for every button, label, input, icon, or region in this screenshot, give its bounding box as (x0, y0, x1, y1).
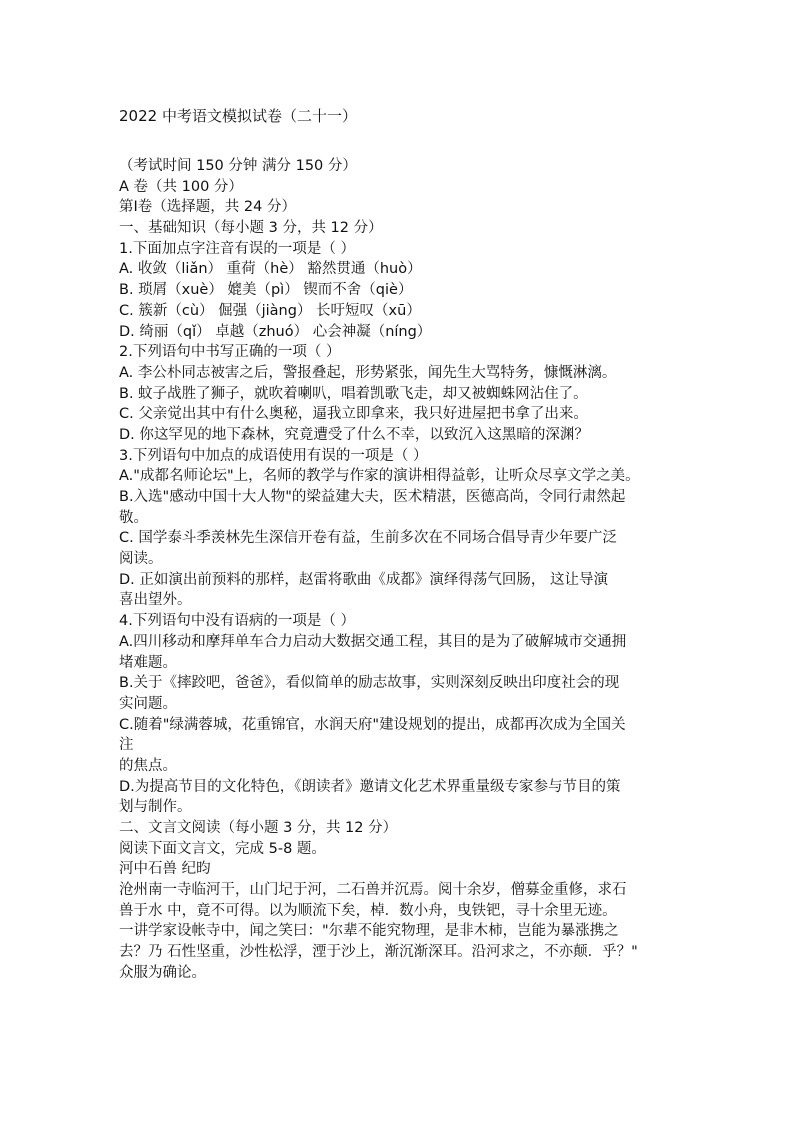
text-line: 的焦点。 (119, 757, 177, 774)
text-line: 沧州南一寺临河干，山门圮于河，二石兽并沉焉。阅十余岁，僧募金重修，求石 (119, 882, 627, 899)
exam-title: 2022 中考语文模拟试卷（二十一） (119, 107, 357, 125)
text-line: 阅读下面文言文，完成 5-8 题。 (119, 840, 326, 857)
text-line: B.入选"感动中国十大人物"的梁益建大夫，医术精湛，医德高尚，令同行肃然起 (119, 489, 626, 505)
text-line: 阅读。 (119, 551, 163, 568)
text-line: C. 簇新（cù） 倔强（jiàng） 长吁短叹（xū） (119, 302, 421, 319)
text-line: 实问题。 (119, 695, 177, 712)
exam-body (119, 156, 691, 984)
text-line: B. 蚊子战胜了狮子，就吹着喇叭，唱着凯歌飞走，却又被蜘蛛网沾住了。 (119, 385, 588, 402)
text-line: 众服为确论。 (119, 964, 206, 981)
text-line: C. 国学泰斗季羡林先生深信开卷有益，生前多次在不同场合倡导青少年要广泛 (119, 530, 617, 547)
text-line: 一、基础知识（每小题 3 分，共 12 分） (119, 220, 383, 237)
text-line: 堵难题。 (119, 654, 177, 671)
text-line: 注 (119, 737, 134, 754)
text-line: D. 正如演出前预料的那样，赵雷将歌曲《成都》演绎得荡气回肠， 这让导演 (119, 571, 608, 588)
text-line: 4.下列语句中没有语病的一项是（ ） (119, 613, 355, 630)
text-line: A."成都名师论坛"上，名师的教学与作家的演讲相得益彰，让听众尽享文学之美。 (119, 468, 640, 485)
text-line: 敬。 (119, 509, 148, 526)
text-line: 河中石兽 纪昀 (119, 861, 211, 878)
text-line: 1.下面加点字注音有误的一项是（ ） (119, 240, 355, 257)
text-line: B. 琐屑（xuè） 媲美（pì） 锲而不舍（qiè） (119, 282, 413, 299)
text-line: 一讲学家设帐寺中，闻之笑曰："尔辈不能究物理，是非木柿，岂能为暴涨携之 (119, 923, 619, 940)
text-line: A. 李公朴同志被害之后，警报叠起，形势紧张，闻先生大骂特务，慷慨淋漓。 (119, 364, 617, 381)
text-line: 3.下列语句中加点的成语使用有误的一项是（ ） (119, 447, 428, 464)
text-line: D.为提高节目的文化特色，《朗读者》邀请文化艺术界重量级专家参与节目的策 (119, 778, 621, 795)
text-line: 第Ⅰ卷（选择题，共 24 分） (119, 199, 296, 216)
text-line: 二、文言文阅读（每小题 3 分，共 12 分） (119, 820, 398, 836)
text-line: A 卷（共 100 分） (119, 178, 243, 195)
text-line: 去？乃 石性坚重，沙性松浮，湮于沙上，渐沉渐深耳。沿河求之，不亦颠．乎？" (119, 944, 638, 961)
text-line: 2.下列语句中书写正确的一项（ ） (119, 344, 341, 361)
text-line: （考试时间 150 分钟 满分 150 分） (119, 158, 357, 174)
text-line: A. 收敛（liǎn） 重荷（hè） 豁然贯通（huò） (119, 261, 422, 278)
text-line: 划与制作。 (119, 799, 192, 816)
text-line: 喜出望外。 (119, 592, 192, 609)
text-line: B.关于《摔跤吧，爸爸》，看似简单的励志故事，实则深刻反映出印度社会的现 (119, 675, 620, 692)
text-line: D. 绮丽（qǐ） 卓越（zhuó） 心会神凝（níng） (119, 323, 432, 340)
text-line: C. 父亲觉出其中有什么奥秘，逼我立即拿来，我只好进屋把书拿了出来。 (119, 406, 588, 423)
text-line: 兽于水 中，竟不可得。以为顺流下矣，棹．数小舟，曳铁钯，寻十余里无迹。 (119, 902, 617, 919)
text-line: C.随着"绿满蓉城，花重锦官，水润天府"建设规划的提出，成都再次成为全国关 (119, 716, 626, 733)
text-line: A.四川移动和摩拜单车合力启动大数据交通工程，其目的是为了破解城市交通拥 (119, 633, 627, 650)
text-line: D. 你这罕见的地下森林，究竟遭受了什么不幸，以致沉入这黑暗的深渊？ (119, 426, 589, 443)
